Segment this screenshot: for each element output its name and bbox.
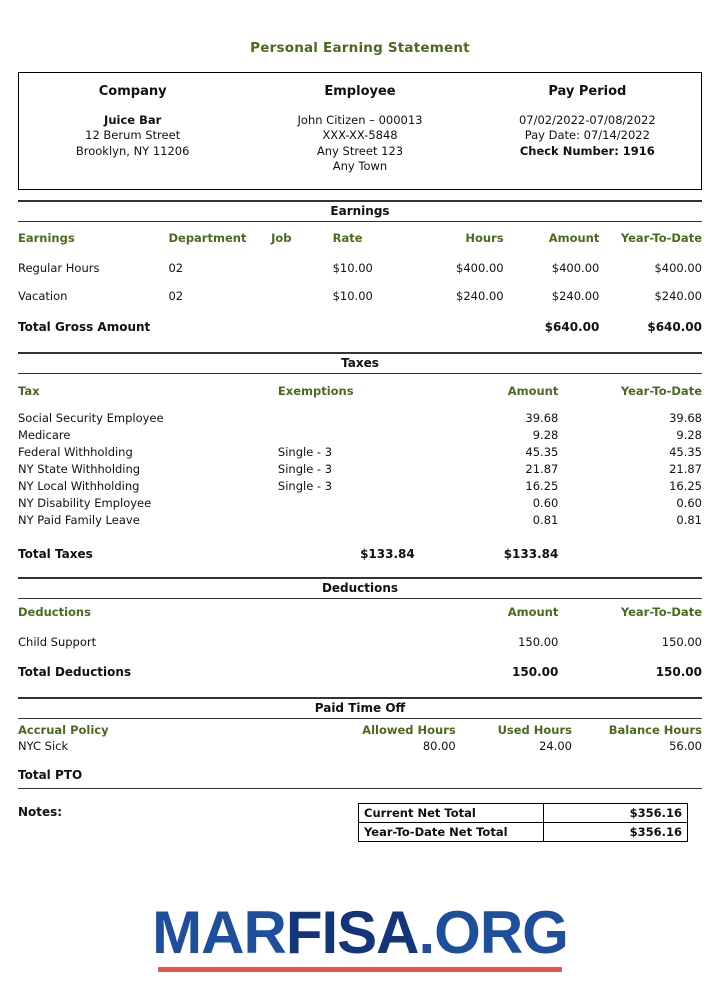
tax-name: Federal Withholding (18, 445, 133, 460)
earnings-name: Regular Hours (18, 260, 100, 275)
earnings-rate: $10.00 (332, 260, 373, 275)
pay-period-range: 07/02/2022-07/08/2022 (518, 112, 656, 127)
table-row (18, 512, 702, 529)
tax-exemptions (278, 512, 415, 529)
current-net-total-label: Current Net Total (359, 803, 544, 822)
earnings-header-row (18, 222, 702, 254)
tax-ytd: 16.25 (669, 479, 702, 494)
earnings-col-earnings: Earnings (18, 230, 75, 245)
table-row (18, 461, 702, 478)
tax-name: NY Local Withholding (18, 479, 140, 494)
watermark-part1: MAR (152, 899, 286, 966)
company-heading: Company (98, 84, 167, 99)
tax-name: Social Security Employee (18, 411, 164, 426)
earnings-total-label: Total Gross Amount (18, 319, 151, 334)
tax-exemptions (278, 410, 415, 427)
tax-name: Medicare (18, 428, 71, 443)
earnings-total-amount: $640.00 (544, 319, 600, 334)
deductions-table (18, 599, 702, 687)
tax-exemptions (278, 495, 415, 512)
earnings-col-ytd: Year-To-Date (620, 230, 702, 245)
tax-exemptions: Single - 3 (277, 462, 333, 477)
company-address-line1: 12 Berum Street (85, 128, 181, 143)
taxes-col-exemptions: Exemptions (277, 383, 354, 398)
tax-amount: 0.81 (532, 513, 559, 528)
earnings-ytd: $240.00 (654, 288, 702, 303)
pto-col-balance: Balance Hours (608, 722, 702, 737)
deduction-amount: 150.00 (518, 634, 559, 649)
tax-name: NY Disability Employee (18, 496, 152, 511)
taxes-section-title: Taxes (18, 352, 702, 374)
taxes-col-tax: Tax (18, 383, 40, 398)
table-row (18, 444, 702, 461)
tax-amount: 45.35 (525, 445, 559, 460)
tax-exemptions (278, 427, 415, 444)
earnings-total-row (18, 310, 702, 342)
company-address-line2: Brooklyn, NY 11206 (75, 143, 190, 158)
deductions-total-amount: 150.00 (512, 664, 559, 679)
tax-amount: 16.25 (525, 479, 559, 494)
pto-policy: NYC Sick (18, 738, 69, 753)
deductions-col-name: Deductions (18, 604, 91, 619)
pto-table (18, 719, 702, 788)
tax-ytd: 45.35 (669, 445, 702, 460)
check-number: Check Number: 1916 (519, 143, 655, 158)
table-row (18, 410, 702, 427)
earnings-col-department: Department (168, 230, 247, 245)
deductions-total-row (18, 655, 702, 687)
company-block (19, 83, 246, 175)
employee-name: John Citizen – 000013 (297, 112, 423, 127)
watermark (0, 899, 720, 972)
tax-ytd: 39.68 (669, 411, 702, 426)
pto-col-policy: Accrual Policy (18, 722, 109, 737)
ytd-net-total-value: $356.16 (544, 822, 688, 841)
payslip-document (18, 40, 702, 842)
taxes-table (18, 374, 702, 567)
table-row (18, 282, 702, 310)
earnings-department: 02 (168, 288, 184, 303)
pto-section-title: Paid Time Off (18, 697, 702, 719)
watermark-underline (158, 967, 562, 972)
tax-name: NY State Withholding (18, 462, 141, 477)
taxes-col-amount: Amount (507, 383, 559, 398)
tax-amount: 0.60 (532, 496, 559, 511)
tax-name: NY Paid Family Leave (18, 513, 140, 528)
deductions-section-title: Deductions (18, 577, 702, 599)
employee-ssn: XXX-XX-5848 (322, 128, 398, 143)
taxes-total-amount: $133.84 (360, 546, 415, 561)
tax-ytd: 21.87 (669, 462, 702, 477)
deductions-header-row (18, 599, 702, 629)
pto-allowed: 80.00 (422, 738, 456, 753)
earnings-amount: $240.00 (551, 288, 600, 303)
watermark-part3: .ORG (418, 899, 568, 966)
earnings-total-ytd: $640.00 (647, 319, 702, 334)
pto-balance: 56.00 (669, 738, 702, 753)
taxes-col-ytd: Year-To-Date (620, 383, 702, 398)
table-row (18, 738, 702, 754)
earnings-department: 02 (168, 260, 184, 275)
tax-exemptions: Single - 3 (277, 479, 333, 494)
page-title: Personal Earning Statement (250, 40, 470, 56)
header-box (18, 72, 702, 190)
table-row (18, 629, 702, 655)
current-net-total-value: $356.16 (544, 803, 688, 822)
net-total-table (358, 803, 688, 842)
earnings-rate: $10.00 (332, 288, 373, 303)
tax-ytd: 0.60 (676, 496, 702, 511)
pto-col-used: Used Hours (497, 722, 573, 737)
earnings-section-title: Earnings (18, 200, 702, 222)
employee-heading: Employee (324, 84, 396, 99)
tax-amount: 9.28 (532, 428, 559, 443)
employee-address-line2: Any Town (332, 159, 388, 174)
earnings-job (271, 254, 333, 282)
pto-col-allowed: Allowed Hours (362, 722, 456, 737)
watermark-part2: FISA (285, 899, 419, 966)
earnings-table (18, 222, 702, 342)
earnings-col-hours: Hours (465, 230, 504, 245)
earnings-amount: $400.00 (551, 260, 600, 275)
tax-ytd: 9.28 (676, 428, 702, 443)
notes-divider (18, 788, 702, 789)
deduction-ytd: 150.00 (661, 634, 702, 649)
pay-period-block (474, 83, 701, 175)
earnings-hours: $240.00 (456, 288, 504, 303)
table-row (359, 803, 688, 822)
deductions-col-ytd: Year-To-Date (620, 604, 702, 619)
company-name: Juice Bar (104, 112, 162, 127)
pto-total-row (18, 754, 702, 788)
taxes-total-label: Total Taxes (18, 546, 93, 561)
tax-amount: 21.87 (525, 462, 559, 477)
notes-label: Notes: (18, 804, 63, 819)
deductions-total-label: Total Deductions (18, 664, 132, 679)
notes-section (18, 803, 702, 842)
pto-header-row (18, 719, 702, 738)
earnings-job (271, 282, 333, 310)
ytd-net-total-label: Year-To-Date Net Total (359, 822, 544, 841)
deductions-total-ytd: 150.00 (655, 664, 702, 679)
earnings-ytd: $400.00 (654, 260, 702, 275)
deduction-name: Child Support (18, 634, 97, 649)
pto-total-label: Total PTO (18, 767, 83, 782)
taxes-total-row (18, 529, 702, 567)
tax-amount: 39.68 (525, 411, 559, 426)
pay-period-heading: Pay Period (548, 84, 627, 99)
table-row (18, 495, 702, 512)
table-row (18, 427, 702, 444)
table-row (18, 254, 702, 282)
earnings-col-job: Job (271, 230, 292, 245)
employee-block (246, 83, 473, 175)
tax-ytd: 0.81 (676, 513, 702, 528)
taxes-header-row (18, 374, 702, 410)
watermark-text (0, 899, 720, 966)
employee-address-line1: Any Street 123 (316, 143, 404, 158)
deductions-col-amount: Amount (507, 604, 559, 619)
earnings-col-rate: Rate (332, 230, 363, 245)
pto-used: 24.00 (539, 738, 573, 753)
table-row (359, 822, 688, 841)
earnings-col-amount: Amount (548, 230, 600, 245)
taxes-total-ytd: $133.84 (503, 546, 559, 561)
tax-exemptions: Single - 3 (277, 445, 333, 460)
table-row (18, 478, 702, 495)
earnings-hours: $400.00 (456, 260, 504, 275)
pay-date: Pay Date: 07/14/2022 (524, 128, 650, 143)
earnings-name: Vacation (18, 288, 68, 303)
